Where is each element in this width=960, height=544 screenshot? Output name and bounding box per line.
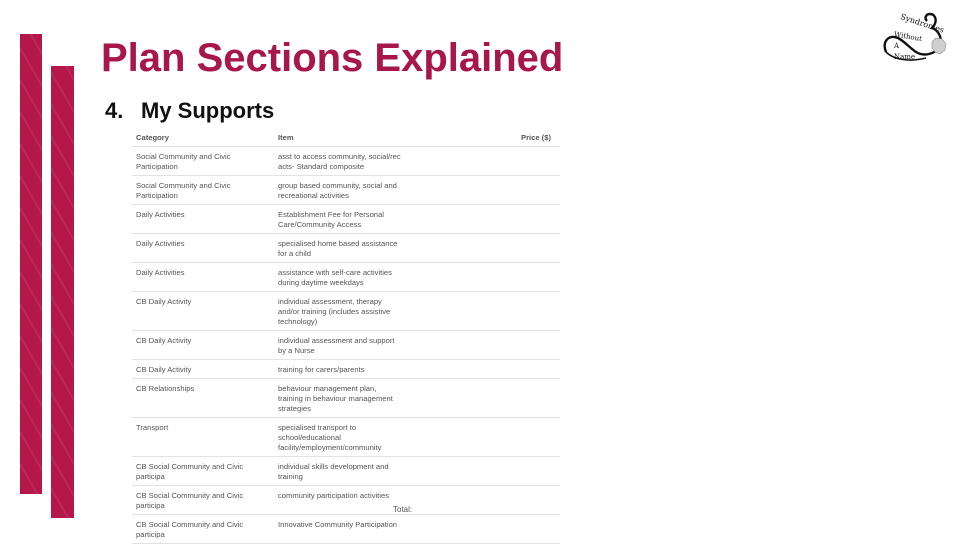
- cell-category: CB Social Community and Civic participa: [136, 491, 244, 510]
- cell-item: Establishment Fee for Personal Care/Community Access: [278, 210, 384, 229]
- section-number: 4.: [105, 98, 124, 123]
- table-row: [132, 234, 560, 263]
- cell-category: Social Community and Civic Participation: [136, 152, 231, 171]
- cell-item: specialised home based assistance for a child: [278, 239, 398, 258]
- section-title: My Supports: [141, 98, 275, 123]
- cell-category: Daily Activities: [136, 239, 185, 248]
- cell-item: community participation activities: [278, 491, 389, 500]
- logo-word-1: Syndromes: [899, 12, 946, 35]
- swan-australia-logo-icon: [880, 8, 952, 68]
- decorative-bar-left: [20, 34, 42, 494]
- cell-category: Daily Activities: [136, 210, 185, 219]
- decorative-bar-right: [51, 66, 74, 518]
- table-row: [132, 457, 560, 486]
- table-body: [132, 147, 560, 544]
- logo-word-3: A: [894, 42, 900, 50]
- cell-category: CB Social Community and Civic participa: [136, 462, 244, 481]
- cell-item: individual assessment and support by a Nurse: [278, 336, 395, 355]
- organisation-logo: [880, 8, 952, 68]
- table-row: [132, 147, 560, 176]
- column-header-item: Item: [278, 133, 294, 142]
- cell-category: CB Daily Activity: [136, 297, 192, 306]
- table-row: [132, 379, 560, 418]
- table-row: [132, 205, 560, 234]
- cell-category: Daily Activities: [136, 268, 185, 277]
- table-header: [132, 129, 560, 147]
- column-header-price: Price ($): [521, 133, 551, 142]
- cell-category: CB Relationships: [136, 384, 195, 393]
- table-row: [132, 331, 560, 360]
- cell-category: Social Community and Civic Participation: [136, 181, 231, 200]
- table-row: [132, 418, 560, 457]
- logo-word-4: Name: [894, 53, 916, 61]
- cell-item: individual assessment, therapy and/or training (includes assistive technology): [278, 297, 391, 326]
- table-row: [132, 292, 560, 331]
- table-row: [132, 263, 560, 292]
- table-row: [132, 360, 560, 379]
- section-heading: [105, 98, 274, 124]
- cell-item: behaviour management plan, training in behaviour management strategies: [278, 384, 393, 413]
- cell-item: asst to access community, social/rec acts- Standard composite: [278, 152, 401, 171]
- cell-item: group based community, social and recreational activities: [278, 181, 397, 200]
- cell-category: CB Social Community and Civic participa: [136, 520, 244, 539]
- table-row: [132, 176, 560, 205]
- cell-item: training for carers/parents: [278, 365, 365, 374]
- logo-word-2: Without: [893, 30, 923, 44]
- cell-category: CB Daily Activity: [136, 336, 192, 345]
- cell-category: CB Daily Activity: [136, 365, 192, 374]
- column-header-category: Category: [136, 133, 169, 142]
- cell-category: Transport: [136, 423, 169, 432]
- cell-item: individual skills development and training: [278, 462, 389, 481]
- total-label: Total:: [393, 505, 413, 514]
- supports-table: [132, 129, 560, 544]
- cell-item: Innovative Community Participation: [278, 520, 398, 529]
- cell-item: assistance with self-care activities during daytime weekdays: [278, 268, 392, 287]
- table-row: [132, 486, 560, 515]
- cell-item: specialised transport to school/educational facility/employment/community: [278, 423, 382, 452]
- slide-title: Plan Sections Explained: [101, 36, 564, 80]
